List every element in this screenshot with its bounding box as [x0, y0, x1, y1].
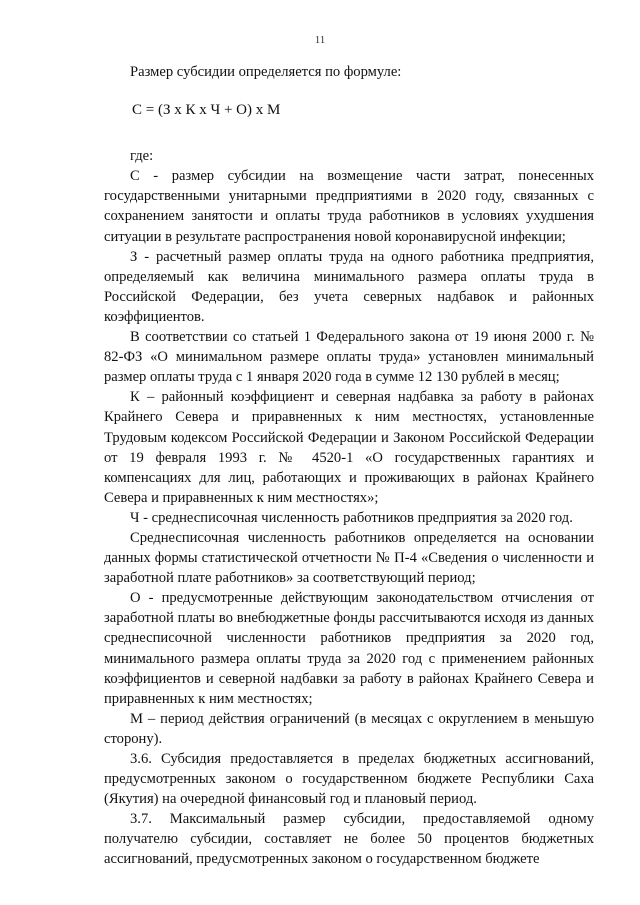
- paragraph-z-definition: З - расчетный размер оплаты труда на одного работника предприятия, определяемый как величина минимального размера оплаты труда в Российской Федерации, без учета северных надбавок и районных коэффициентов.: [104, 248, 594, 325]
- clause-3-7: 3.7. Максимальный размер субсидии, предоставляемой одному получателю субсидии, составляет не более 50 процентов бюджетных ассигнований, предусмотренных законом о государственном бюджете: [104, 811, 594, 868]
- paragraph-min-wage-law: В соответствии со статьей 1 Федерального закона от 19 июня 2000 г. № 82-ФЗ «О минимальном размере оплаты труда» установлен минимальный размер оплаты труда с 1 января 2020 года в сумме 12 130 рублей в месяц;: [104, 329, 594, 386]
- paragraph-o-definition: О - предусмотренные действующим законодательством отчисления от заработной платы во внебюджетные фонды рассчитываются исходя из данных среднесписочной численности работников предприятия за 2020 год, минимального размера оплаты труда за 2020 год с применением районных коэффициентов и северной надбавки за работу в районах Крайнего Севера и приравненных к ним местностях;: [104, 590, 594, 707]
- page-number: 11: [314, 34, 326, 46]
- paragraph-headcount-basis: Среднесписочная численность работников определяется на основании данных формы статистической отчетности № П-4 «Сведения о численности и заработной плате работников» за соответствующий период;: [104, 529, 594, 587]
- paragraph-ch-definition: Ч - среднесписочная численность работников предприятия за 2020 год.: [130, 509, 573, 526]
- formula-intro: Размер субсидии определяется по формуле:: [130, 64, 402, 80]
- paragraph-c-definition: С - размер субсидии на возмещение части затрат, понесенных государственными унитарными предприятиями в 2020 году, связанных с сохранением занятости и оплаты труда работников в условиях ухудшения ситуации в результате распространения новой коронавирусной инфекции;: [104, 168, 594, 245]
- where-label: где:: [130, 148, 154, 165]
- paragraph-k-definition: К – районный коэффициент и северная надбавка за работу в районах Крайнего Севера и приравненных к ним местностях, установленные Трудовым кодексом Российской Федерации и Законом Российской Федерации от 19 февраля 1993 г. № 4520-1 «О государственных гарантиях и компенсациях для лиц, работающих и проживающих в районах Крайнего Севера и приравненных к ним местностях»;: [104, 389, 594, 506]
- paragraph-m-definition: М – период действия ограничений (в месяцах с округлением в меньшую сторону).: [104, 710, 594, 747]
- subsidy-formula: С = (З х К х Ч + О) х М: [132, 102, 281, 119]
- document-body: [104, 62, 594, 870]
- clause-3-6: 3.6. Субсидия предоставляется в пределах бюджетных ассигнований, предусмотренных законом о государственном бюджете Республики Саха (Якутия) на очередной финансовый год и плановый период.: [104, 751, 594, 808]
